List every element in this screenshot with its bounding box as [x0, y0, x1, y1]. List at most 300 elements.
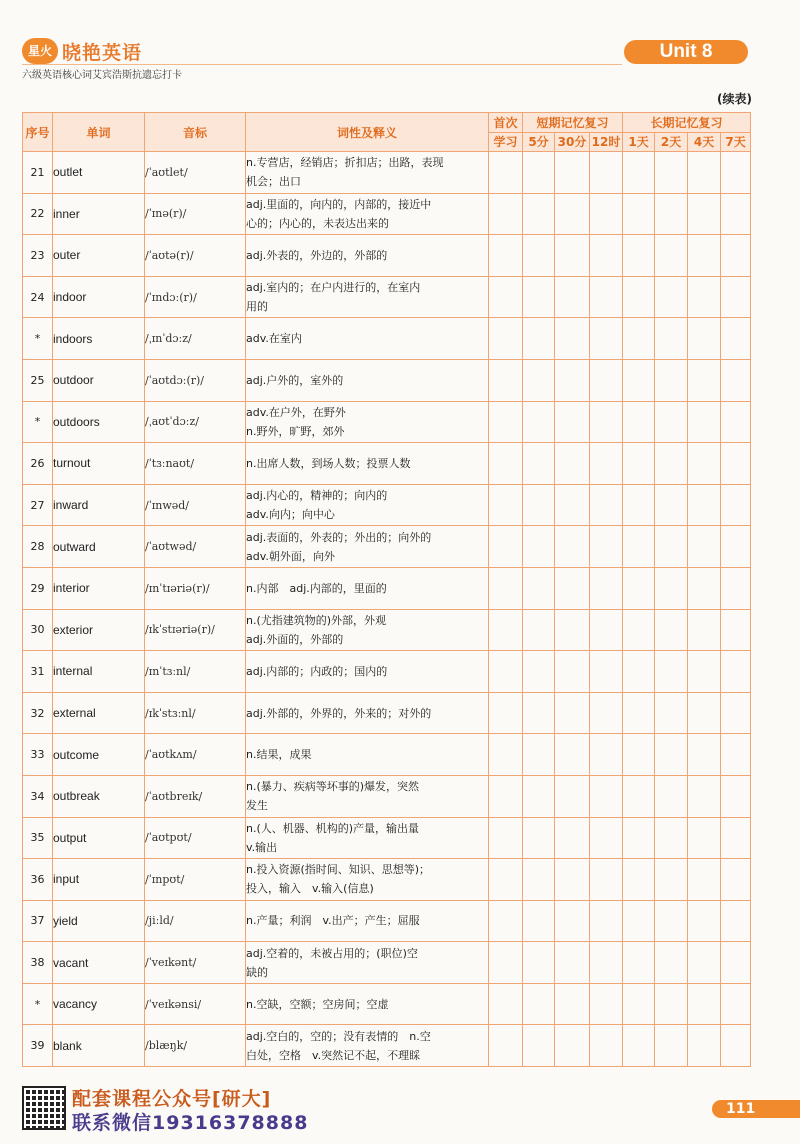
review-checkbox-cell[interactable]	[523, 401, 555, 443]
review-checkbox-cell[interactable]	[655, 193, 688, 235]
review-checkbox-cell[interactable]	[623, 817, 655, 859]
review-checkbox-cell[interactable]	[590, 401, 623, 443]
review-checkbox-cell[interactable]	[655, 734, 688, 776]
review-checkbox-cell[interactable]	[688, 235, 721, 277]
review-checkbox-cell[interactable]	[555, 775, 590, 817]
review-checkbox-cell[interactable]	[590, 484, 623, 526]
review-checkbox-cell[interactable]	[555, 193, 590, 235]
review-checkbox-cell[interactable]	[555, 401, 590, 443]
table-row	[23, 235, 751, 277]
review-checkbox-cell[interactable]	[523, 484, 555, 526]
review-checkbox-cell[interactable]	[623, 734, 655, 776]
brand-name: 晓艳英语	[62, 42, 143, 64]
unit-badge: Unit 8	[624, 40, 748, 64]
review-checkbox-cell[interactable]	[688, 775, 721, 817]
table-row	[23, 152, 751, 194]
definition-line: 心的；内心的，未表达出来的	[246, 216, 389, 230]
review-checkbox-cell[interactable]	[489, 276, 523, 318]
review-checkbox-cell[interactable]	[523, 276, 555, 318]
row-word: outer	[53, 235, 145, 277]
table-row	[23, 609, 751, 651]
row-phonetic: /jiːld/	[145, 900, 246, 942]
review-checkbox-cell[interactable]	[489, 1025, 523, 1067]
review-checkbox-cell[interactable]	[489, 734, 523, 776]
header-short-term: 短期记忆复习	[523, 113, 623, 133]
row-word: outcome	[53, 734, 145, 776]
review-checkbox-cell[interactable]	[721, 859, 751, 901]
row-phonetic: /ɪnˈtɪəriə(r)/	[145, 567, 246, 609]
definition-line: n.(尤指建筑物的)外部，外观	[246, 613, 387, 627]
review-checkbox-cell[interactable]	[590, 1025, 623, 1067]
definition-line: n.野外，旷野，郊外	[246, 424, 345, 438]
review-checkbox-cell[interactable]	[489, 942, 523, 984]
review-checkbox-cell[interactable]	[555, 152, 590, 194]
row-word: inner	[53, 193, 145, 235]
review-checkbox-cell[interactable]	[623, 152, 655, 194]
definition-line: n.(暴力、疾病等坏事的)爆发，突然	[246, 780, 420, 794]
header-7day: 7天	[721, 132, 751, 152]
definition-line: adv.向内；向中心	[246, 508, 335, 522]
row-phonetic: /ˌɪnˈdɔːz/	[145, 318, 246, 360]
row-number: 31	[23, 651, 53, 693]
review-checkbox-cell[interactable]	[489, 817, 523, 859]
definition-line: adj.内心的，精神的；向内的	[246, 489, 388, 503]
review-checkbox-cell[interactable]	[489, 193, 523, 235]
review-checkbox-cell[interactable]	[555, 567, 590, 609]
row-definition	[246, 276, 489, 318]
review-checkbox-cell[interactable]	[489, 526, 523, 568]
review-checkbox-cell[interactable]	[688, 276, 721, 318]
review-checkbox-cell[interactable]	[655, 651, 688, 693]
table-row	[23, 651, 751, 693]
row-definition	[246, 859, 489, 901]
review-checkbox-cell[interactable]	[655, 152, 688, 194]
review-checkbox-cell[interactable]	[555, 484, 590, 526]
review-checkbox-cell[interactable]	[655, 900, 688, 942]
review-checkbox-cell[interactable]	[623, 567, 655, 609]
header-num: 序号	[23, 113, 53, 152]
review-checkbox-cell[interactable]	[688, 567, 721, 609]
row-definition	[246, 900, 489, 942]
review-checkbox-cell[interactable]	[688, 193, 721, 235]
promo-line-1: 配套课程公众号[研大]	[72, 1088, 272, 1110]
review-checkbox-cell[interactable]	[590, 318, 623, 360]
table-row	[23, 443, 751, 485]
review-checkbox-cell[interactable]	[590, 235, 623, 277]
review-checkbox-cell[interactable]	[623, 443, 655, 485]
review-checkbox-cell[interactable]	[555, 817, 590, 859]
review-checkbox-cell[interactable]	[555, 359, 590, 401]
definition-line: n.专营店，经销店；折扣店；出路，表现	[246, 156, 444, 170]
vocab-table	[22, 112, 751, 1067]
definition-line: adv.朝外面，向外	[246, 549, 335, 563]
review-checkbox-cell[interactable]	[623, 484, 655, 526]
header-1day: 1天	[623, 132, 655, 152]
review-checkbox-cell[interactable]	[655, 942, 688, 984]
review-checkbox-cell[interactable]	[590, 900, 623, 942]
review-checkbox-cell[interactable]	[590, 193, 623, 235]
definition-line: adj.外部的，外界的，外来的；对外的	[246, 706, 432, 720]
review-checkbox-cell[interactable]	[523, 651, 555, 693]
review-checkbox-cell[interactable]	[721, 817, 751, 859]
review-checkbox-cell[interactable]	[590, 609, 623, 651]
review-checkbox-cell[interactable]	[688, 900, 721, 942]
definition-line: 白处，空格 v.突然记不起，不理睬	[246, 1048, 421, 1062]
definition-line: n.结果，成果	[246, 748, 312, 762]
review-checkbox-cell[interactable]	[623, 318, 655, 360]
row-definition	[246, 443, 489, 485]
review-checkbox-cell[interactable]	[688, 1025, 721, 1067]
header-5min: 5分	[523, 132, 555, 152]
review-checkbox-cell[interactable]	[623, 900, 655, 942]
review-checkbox-cell[interactable]	[590, 359, 623, 401]
review-checkbox-cell[interactable]	[721, 235, 751, 277]
review-checkbox-cell[interactable]	[590, 983, 623, 1025]
row-word: inward	[53, 484, 145, 526]
review-checkbox-cell[interactable]	[688, 152, 721, 194]
review-checkbox-cell[interactable]	[555, 443, 590, 485]
review-checkbox-cell[interactable]	[721, 1025, 751, 1067]
review-checkbox-cell[interactable]	[655, 859, 688, 901]
review-checkbox-cell[interactable]	[523, 775, 555, 817]
review-checkbox-cell[interactable]	[523, 609, 555, 651]
review-checkbox-cell[interactable]	[721, 942, 751, 984]
definition-line: adj.表面的，外表的；外出的；向外的	[246, 530, 432, 544]
review-checkbox-cell[interactable]	[721, 983, 751, 1025]
review-checkbox-cell[interactable]	[523, 235, 555, 277]
review-checkbox-cell[interactable]	[489, 609, 523, 651]
review-checkbox-cell[interactable]	[688, 942, 721, 984]
row-definition	[246, 734, 489, 776]
review-checkbox-cell[interactable]	[623, 235, 655, 277]
review-checkbox-cell[interactable]	[623, 609, 655, 651]
row-word: interior	[53, 567, 145, 609]
review-checkbox-cell[interactable]	[655, 983, 688, 1025]
review-checkbox-cell[interactable]	[555, 983, 590, 1025]
row-phonetic: /ˈɪnpʊt/	[145, 859, 246, 901]
row-number: 28	[23, 526, 53, 568]
row-number: 33	[23, 734, 53, 776]
review-checkbox-cell[interactable]	[721, 775, 751, 817]
row-phonetic: /ˈaʊtlet/	[145, 152, 246, 194]
review-checkbox-cell[interactable]	[655, 526, 688, 568]
review-checkbox-cell[interactable]	[523, 443, 555, 485]
definition-line: adj.空白的，空的；没有表情的 n.空	[246, 1029, 431, 1043]
review-checkbox-cell[interactable]	[688, 817, 721, 859]
review-checkbox-cell[interactable]	[721, 692, 751, 734]
review-checkbox-cell[interactable]	[623, 775, 655, 817]
review-checkbox-cell[interactable]	[623, 983, 655, 1025]
review-checkbox-cell[interactable]	[555, 526, 590, 568]
review-checkbox-cell[interactable]	[555, 1025, 590, 1067]
review-checkbox-cell[interactable]	[623, 193, 655, 235]
review-checkbox-cell[interactable]	[721, 526, 751, 568]
review-checkbox-cell[interactable]	[623, 276, 655, 318]
review-checkbox-cell[interactable]	[623, 859, 655, 901]
review-checkbox-cell[interactable]	[590, 734, 623, 776]
definition-line: 发生	[246, 799, 268, 813]
review-checkbox-cell[interactable]	[489, 235, 523, 277]
review-checkbox-cell[interactable]	[489, 692, 523, 734]
row-phonetic: /ˈveɪkənsi/	[145, 983, 246, 1025]
review-checkbox-cell[interactable]	[688, 859, 721, 901]
row-phonetic: /ˈɪnwəd/	[145, 484, 246, 526]
definition-line: adj.内部的；内政的；国内的	[246, 664, 388, 678]
table-row	[23, 734, 751, 776]
review-checkbox-cell[interactable]	[590, 443, 623, 485]
review-checkbox-cell[interactable]	[523, 1025, 555, 1067]
definition-line: n.出席人数，到场人数；投票人数	[246, 456, 411, 470]
review-checkbox-cell[interactable]	[721, 152, 751, 194]
review-checkbox-cell[interactable]	[655, 359, 688, 401]
row-phonetic: /ɪnˈtɜːnl/	[145, 651, 246, 693]
row-word: internal	[53, 651, 145, 693]
review-checkbox-cell[interactable]	[590, 942, 623, 984]
review-checkbox-cell[interactable]	[623, 526, 655, 568]
table-row	[23, 359, 751, 401]
review-checkbox-cell[interactable]	[721, 401, 751, 443]
review-checkbox-cell[interactable]	[489, 859, 523, 901]
review-checkbox-cell[interactable]	[721, 443, 751, 485]
row-definition	[246, 609, 489, 651]
book-subtitle: 六级英语核心词艾宾浩斯抗遗忘打卡	[22, 70, 182, 81]
review-checkbox-cell[interactable]	[590, 692, 623, 734]
review-checkbox-cell[interactable]	[523, 817, 555, 859]
definition-line: n.内部 adj.内部的，里面的	[246, 581, 387, 595]
review-checkbox-cell[interactable]	[555, 734, 590, 776]
page-footer	[0, 1080, 800, 1144]
review-checkbox-cell[interactable]	[655, 484, 688, 526]
review-checkbox-cell[interactable]	[590, 775, 623, 817]
review-checkbox-cell[interactable]	[655, 692, 688, 734]
page-header	[0, 0, 800, 110]
row-definition	[246, 692, 489, 734]
definition-line: adj.室内的；在户内进行的，在室内	[246, 281, 421, 295]
review-checkbox-cell[interactable]	[623, 1025, 655, 1067]
header-first-study-1: 首次	[489, 113, 523, 133]
review-checkbox-cell[interactable]	[655, 318, 688, 360]
header-first-study-2: 学习	[489, 132, 523, 152]
review-checkbox-cell[interactable]	[721, 651, 751, 693]
row-word: outward	[53, 526, 145, 568]
header-12h: 12时	[590, 132, 623, 152]
row-word: turnout	[53, 443, 145, 485]
definition-line: 机会；出口	[246, 175, 301, 189]
review-checkbox-cell[interactable]	[623, 401, 655, 443]
row-phonetic: /ˌaʊtˈdɔːz/	[145, 401, 246, 443]
row-phonetic: /ˈaʊtwəd/	[145, 526, 246, 568]
table-row	[23, 775, 751, 817]
header-phonetic: 音标	[145, 113, 246, 152]
review-checkbox-cell[interactable]	[489, 651, 523, 693]
promo-line-2: 联系微信19316378888	[72, 1112, 309, 1134]
table-row	[23, 318, 751, 360]
review-checkbox-cell[interactable]	[688, 484, 721, 526]
review-checkbox-cell[interactable]	[523, 900, 555, 942]
header-divider	[22, 64, 622, 65]
review-checkbox-cell[interactable]	[555, 609, 590, 651]
review-checkbox-cell[interactable]	[590, 276, 623, 318]
review-checkbox-cell[interactable]	[655, 401, 688, 443]
definition-line: n.投入资源(指时间、知识、思想等)；	[246, 863, 431, 877]
review-checkbox-cell[interactable]	[523, 734, 555, 776]
row-word: indoors	[53, 318, 145, 360]
row-phonetic: /ˈɪnə(r)/	[145, 193, 246, 235]
row-definition	[246, 983, 489, 1025]
review-checkbox-cell[interactable]	[623, 692, 655, 734]
review-checkbox-cell[interactable]	[655, 567, 688, 609]
table-row	[23, 401, 751, 443]
review-checkbox-cell[interactable]	[489, 318, 523, 360]
table-row	[23, 817, 751, 859]
review-checkbox-cell[interactable]	[721, 484, 751, 526]
definition-line: adj.户外的，室外的	[246, 373, 344, 387]
review-checkbox-cell[interactable]	[721, 359, 751, 401]
table-row	[23, 526, 751, 568]
review-checkbox-cell[interactable]	[623, 359, 655, 401]
logo: 星火	[22, 38, 58, 64]
row-definition	[246, 942, 489, 984]
review-checkbox-cell[interactable]	[655, 276, 688, 318]
row-word: blank	[53, 1025, 145, 1067]
row-number: 25	[23, 359, 53, 401]
header-4day: 4天	[688, 132, 721, 152]
row-number: 30	[23, 609, 53, 651]
row-definition	[246, 817, 489, 859]
review-checkbox-cell[interactable]	[523, 859, 555, 901]
page-number: 111	[726, 1101, 756, 1117]
row-phonetic: /ˈaʊtdɔː(r)/	[145, 359, 246, 401]
review-checkbox-cell[interactable]	[623, 942, 655, 984]
row-number: 35	[23, 817, 53, 859]
review-checkbox-cell[interactable]	[590, 859, 623, 901]
row-word: outdoors	[53, 401, 145, 443]
table-row	[23, 692, 751, 734]
review-checkbox-cell[interactable]	[688, 734, 721, 776]
review-checkbox-cell[interactable]	[523, 193, 555, 235]
review-checkbox-cell[interactable]	[555, 859, 590, 901]
table-row	[23, 900, 751, 942]
review-checkbox-cell[interactable]	[688, 526, 721, 568]
row-word: outbreak	[53, 775, 145, 817]
row-phonetic: /blæŋk/	[145, 1025, 246, 1067]
review-checkbox-cell[interactable]	[590, 567, 623, 609]
review-checkbox-cell[interactable]	[489, 152, 523, 194]
table-row	[23, 484, 751, 526]
row-number: 22	[23, 193, 53, 235]
review-checkbox-cell[interactable]	[655, 775, 688, 817]
review-checkbox-cell[interactable]	[523, 983, 555, 1025]
row-word: input	[53, 859, 145, 901]
row-word: yield	[53, 900, 145, 942]
row-definition	[246, 1025, 489, 1067]
review-checkbox-cell[interactable]	[555, 235, 590, 277]
table-row	[23, 567, 751, 609]
review-checkbox-cell[interactable]	[688, 609, 721, 651]
header-definition: 词性及释义	[246, 113, 489, 152]
review-checkbox-cell[interactable]	[523, 567, 555, 609]
review-checkbox-cell[interactable]	[590, 152, 623, 194]
review-checkbox-cell[interactable]	[489, 401, 523, 443]
review-checkbox-cell[interactable]	[655, 609, 688, 651]
review-checkbox-cell[interactable]	[688, 983, 721, 1025]
review-checkbox-cell[interactable]	[590, 526, 623, 568]
review-checkbox-cell[interactable]	[721, 318, 751, 360]
review-checkbox-cell[interactable]	[555, 900, 590, 942]
review-checkbox-cell[interactable]	[688, 651, 721, 693]
review-checkbox-cell[interactable]	[523, 526, 555, 568]
review-checkbox-cell[interactable]	[523, 318, 555, 360]
row-number: *	[23, 401, 53, 443]
definition-line: 用的	[246, 300, 268, 314]
review-checkbox-cell[interactable]	[721, 609, 751, 651]
review-checkbox-cell[interactable]	[688, 318, 721, 360]
review-checkbox-cell[interactable]	[655, 817, 688, 859]
review-checkbox-cell[interactable]	[523, 152, 555, 194]
row-phonetic: /ˈɪndɔː(r)/	[145, 276, 246, 318]
review-checkbox-cell[interactable]	[721, 567, 751, 609]
row-word: external	[53, 692, 145, 734]
review-checkbox-cell[interactable]	[721, 900, 751, 942]
review-checkbox-cell[interactable]	[688, 401, 721, 443]
row-word: vacancy	[53, 983, 145, 1025]
header-word: 单词	[53, 113, 145, 152]
review-checkbox-cell[interactable]	[655, 443, 688, 485]
review-checkbox-cell[interactable]	[523, 359, 555, 401]
review-checkbox-cell[interactable]	[721, 734, 751, 776]
review-checkbox-cell[interactable]	[555, 318, 590, 360]
review-checkbox-cell[interactable]	[688, 359, 721, 401]
row-definition	[246, 526, 489, 568]
row-phonetic: /ɪkˈstɪəriə(r)/	[145, 609, 246, 651]
review-checkbox-cell[interactable]	[590, 651, 623, 693]
review-checkbox-cell[interactable]	[489, 359, 523, 401]
row-word: vacant	[53, 942, 145, 984]
review-checkbox-cell[interactable]	[721, 193, 751, 235]
row-phonetic: /ˈaʊtpʊt/	[145, 817, 246, 859]
review-checkbox-cell[interactable]	[489, 443, 523, 485]
review-checkbox-cell[interactable]	[489, 983, 523, 1025]
review-checkbox-cell[interactable]	[523, 942, 555, 984]
table-row	[23, 983, 751, 1025]
row-number: *	[23, 983, 53, 1025]
review-checkbox-cell[interactable]	[688, 692, 721, 734]
definition-line: n.(人、机器、机构的)产量，输出量	[246, 821, 420, 835]
table-row	[23, 942, 751, 984]
table-row	[23, 193, 751, 235]
review-checkbox-cell[interactable]	[489, 484, 523, 526]
review-checkbox-cell[interactable]	[590, 817, 623, 859]
review-checkbox-cell[interactable]	[489, 567, 523, 609]
review-checkbox-cell[interactable]	[655, 235, 688, 277]
review-checkbox-cell[interactable]	[523, 692, 555, 734]
definition-line: adj.外面的，外部的	[246, 632, 344, 646]
review-checkbox-cell[interactable]	[489, 775, 523, 817]
review-checkbox-cell[interactable]	[489, 900, 523, 942]
review-checkbox-cell[interactable]	[555, 651, 590, 693]
review-checkbox-cell[interactable]	[555, 276, 590, 318]
review-checkbox-cell[interactable]	[623, 651, 655, 693]
review-checkbox-cell[interactable]	[555, 942, 590, 984]
review-checkbox-cell[interactable]	[688, 443, 721, 485]
review-checkbox-cell[interactable]	[721, 276, 751, 318]
row-phonetic: /ˈaʊtkʌm/	[145, 734, 246, 776]
row-word: outdoor	[53, 359, 145, 401]
row-definition	[246, 567, 489, 609]
review-checkbox-cell[interactable]	[555, 692, 590, 734]
definition-line: n.空缺，空额；空房间；空虚	[246, 997, 389, 1011]
review-checkbox-cell[interactable]	[655, 1025, 688, 1067]
